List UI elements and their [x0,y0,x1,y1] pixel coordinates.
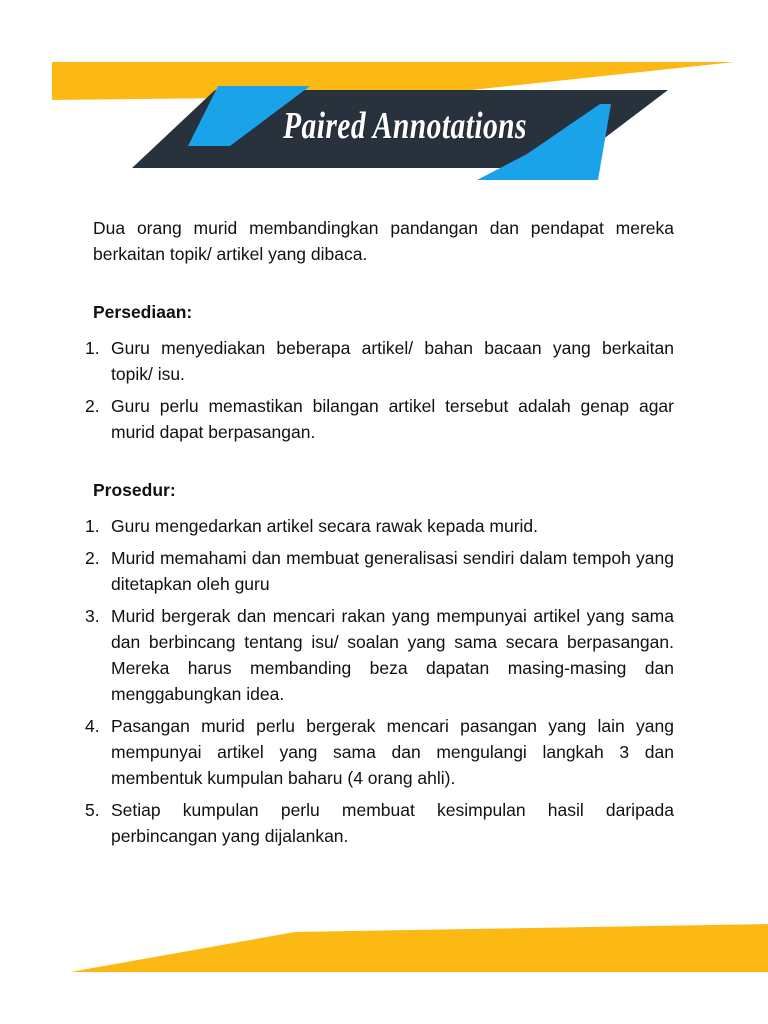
persediaan-heading: Persediaan: [93,302,193,322]
list-text: Pasangan murid perlu bergerak mencari pasangan yang lain yang mempunyai artikel yang sama dan mengulangi langkah 3 dan membentuk kumpulan baharu (4 orang ahli). [111,716,674,788]
intro-paragraph: Dua orang murid membandingkan pandangan dan pendapat mereka berkaitan topik/ artikel yang dibaca. [93,218,674,264]
list-number: 1. [85,516,100,536]
list-text: Guru mengedarkan artikel secara rawak kepada murid. [111,516,539,536]
list-item [85,513,674,539]
list-number: 2. [85,396,100,416]
banner-graphic [0,0,768,200]
list-text: Murid memahami dan membuat generalisasi sendiri dalam tempoh yang ditetapkan oleh guru [111,548,674,594]
list-item [85,797,674,849]
list-number: 5. [85,800,100,820]
list-number: 2. [85,548,100,568]
list-text: Murid bergerak dan mencari rakan yang mempunyai artikel yang sama dan berbincang tentang isu/ soalan yang sama secara berpasangan. Mereka harus membanding beza dapatan masing-masing dan menggabungkan idea. [111,606,674,704]
list-text: Guru menyediakan beberapa artikel/ bahan bacaan yang berkaitan topik/ isu. [111,338,674,384]
list-item [85,603,674,707]
prosedur-list [85,513,674,849]
list-item [85,335,674,387]
list-item [85,545,674,597]
header-banner [0,0,768,200]
list-item [85,713,674,791]
document-body [85,215,674,855]
persediaan-list [85,335,674,445]
list-item [85,393,674,445]
list-number: 4. [85,716,100,736]
footer-stripe [0,920,768,980]
list-number: 1. [85,338,100,358]
list-number: 3. [85,606,100,626]
prosedur-heading: Prosedur: [93,480,176,500]
page-title: Paired Annotations [283,105,527,147]
list-text: Guru perlu memastikan bilangan artikel tersebut adalah genap agar murid dapat berpasangan. [111,396,674,442]
footer-yellow-stripe [70,924,768,972]
list-text: Setiap kumpulan perlu membuat kesimpulan hasil daripada perbincangan yang dijalankan. [111,800,674,846]
